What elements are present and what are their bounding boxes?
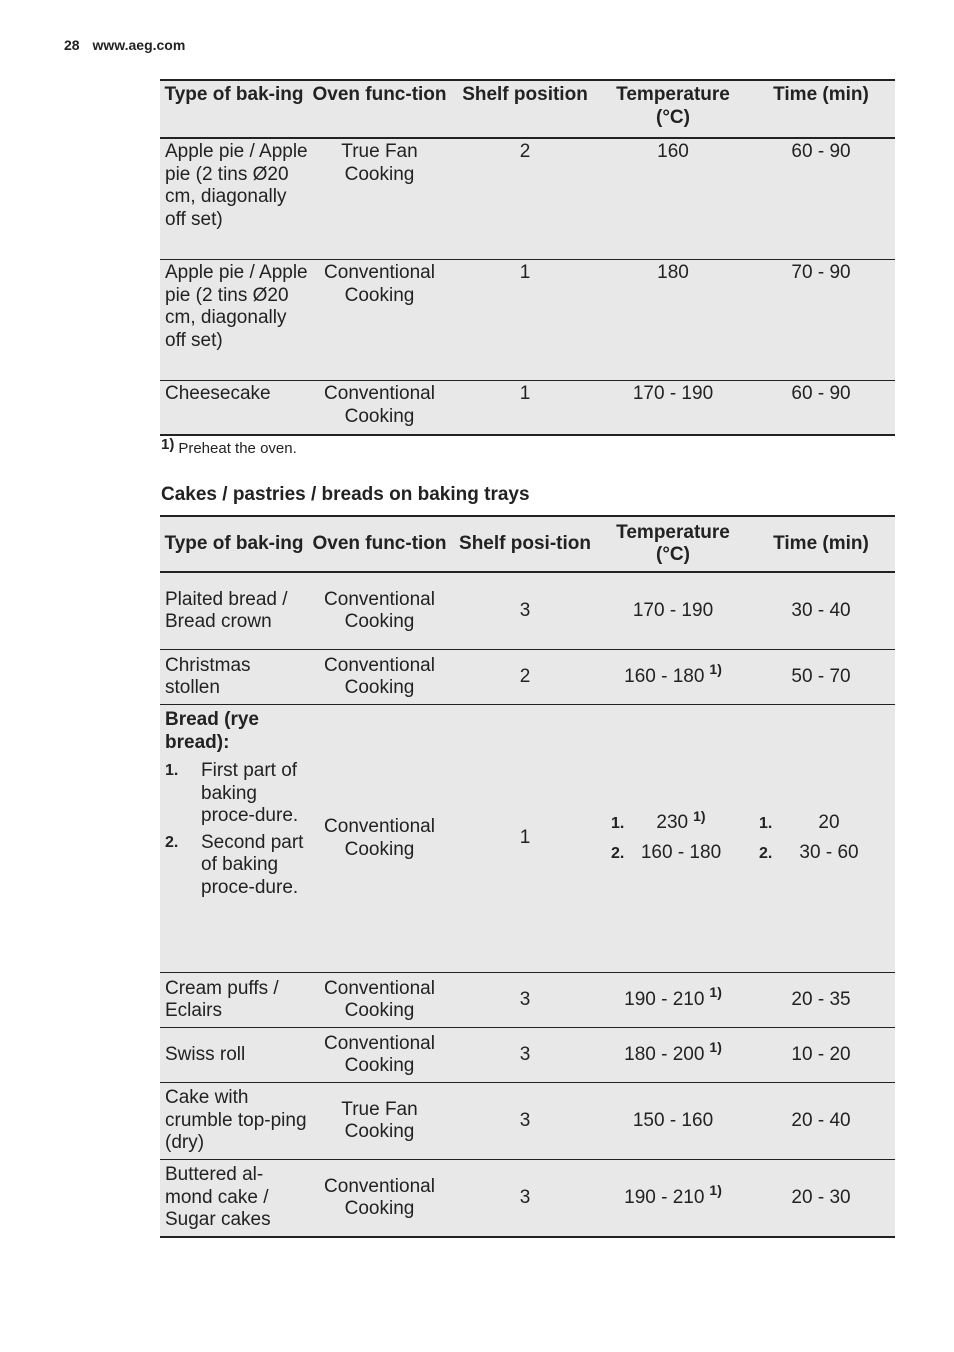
page-header	[64, 37, 185, 53]
table-row-bread	[160, 705, 895, 973]
cell-time: 20 - 30	[747, 1160, 895, 1238]
list-item	[747, 812, 895, 836]
cell-function: True Fan Cooking	[308, 1083, 451, 1160]
cell-shelf: 3	[451, 1160, 599, 1238]
cell-function: Conventional Cooking	[308, 705, 451, 973]
cell-shelf: 1	[451, 260, 599, 381]
step-number: 2.	[759, 844, 773, 862]
table-row	[160, 973, 895, 1028]
cell-temperature	[599, 650, 747, 705]
table-header-row	[160, 516, 895, 572]
step-number: 1.	[759, 815, 773, 832]
step-number: 1.	[611, 815, 625, 832]
cell-time: 70 - 90	[747, 260, 895, 381]
baking-table-1	[160, 79, 895, 436]
cell-time: 60 - 90	[747, 381, 895, 436]
cell-type	[160, 705, 308, 973]
cell-time	[747, 705, 895, 973]
footnote-ref: 1)	[693, 807, 706, 824]
time-steps	[747, 812, 895, 865]
cell-time: 30 - 40	[747, 572, 895, 650]
cell-temperature	[599, 1083, 747, 1160]
cell-shelf: 3	[451, 973, 599, 1028]
list-item	[599, 807, 747, 836]
cell-temperature	[599, 705, 747, 973]
bread-title: Bread (rye bread):	[165, 709, 259, 753]
col-header-type: Type of bak-ing	[160, 80, 308, 138]
temperature-value: 190 - 210	[624, 988, 705, 1010]
step-text: First part of baking proce-dure.	[201, 760, 299, 826]
footnote-ref: 1)	[709, 1039, 722, 1056]
col-header-temperature: Temperature (°C)	[599, 516, 747, 572]
cell-temperature	[599, 572, 747, 650]
cell-function: True Fan Cooking	[308, 138, 451, 260]
col-header-temperature: Temperature (°C)	[599, 80, 747, 138]
temperature-value: 230	[656, 812, 689, 833]
cell-time: 10 - 20	[747, 1028, 895, 1083]
table-row	[160, 1083, 895, 1160]
cell-temperature	[599, 973, 747, 1028]
col-header-shelf: Shelf posi-tion	[451, 516, 599, 572]
cell-function: Conventional Cooking	[308, 381, 451, 436]
table-header-row	[160, 80, 895, 138]
cell-type: Swiss roll	[160, 1028, 308, 1083]
col-header-type: Type of bak-ing	[160, 516, 308, 572]
temperature-value: 180 - 200	[624, 1043, 705, 1065]
col-header-shelf: Shelf position	[451, 80, 599, 138]
cell-function: Conventional Cooking	[308, 1028, 451, 1083]
table-row	[160, 650, 895, 705]
temperature-value: 190 - 210	[624, 1186, 705, 1208]
cell-shelf: 1	[451, 705, 599, 973]
section-title: Cakes / pastries / breads on baking trays	[161, 484, 530, 505]
table-row	[160, 138, 895, 260]
cell-time: 60 - 90	[747, 138, 895, 260]
cell-function: Conventional Cooking	[308, 260, 451, 381]
temperature-value: 170 - 190	[632, 599, 714, 621]
cell-type: Apple pie / Apple pie (2 tins Ø20 cm, diagonally off set)	[160, 260, 308, 381]
col-header-time: Time (min)	[747, 80, 895, 138]
bread-steps	[165, 760, 308, 899]
cell-shelf: 2	[451, 138, 599, 260]
step-text: Second part of baking proce-dure.	[201, 831, 304, 898]
temperature-value: 160 - 180	[640, 841, 722, 863]
cell-type: Christmas stollen	[160, 650, 308, 705]
table-row	[160, 381, 895, 436]
cell-type: Apple pie / Apple pie (2 tins Ø20 cm, diagonally off set)	[160, 138, 308, 260]
baking-table-2	[160, 515, 895, 1238]
step-number: 2.	[611, 844, 625, 862]
cell-type: Buttered al-mond cake / Sugar cakes	[160, 1160, 308, 1238]
cell-type: Cheesecake	[160, 381, 308, 436]
temperature-value: 150 - 160	[632, 1109, 714, 1131]
cell-time: 20 - 40	[747, 1083, 895, 1160]
table-row	[160, 260, 895, 381]
table-row	[160, 1160, 895, 1238]
footnote-text: Preheat the oven.	[178, 440, 297, 457]
cell-function: Conventional Cooking	[308, 973, 451, 1028]
col-header-time: Time (min)	[747, 516, 895, 572]
cell-function: Conventional Cooking	[308, 1160, 451, 1238]
cell-function: Conventional Cooking	[308, 572, 451, 650]
step-number: 2.	[165, 833, 179, 851]
cell-time: 50 - 70	[747, 650, 895, 705]
cell-temperature	[599, 1160, 747, 1238]
footnote	[161, 436, 297, 457]
cell-temperature: 180	[599, 260, 747, 381]
table-row	[160, 1028, 895, 1083]
cell-shelf: 3	[451, 1083, 599, 1160]
col-header-function: Oven func-tion	[308, 516, 451, 572]
list-item	[747, 842, 895, 866]
list-item	[165, 760, 308, 828]
temperature-steps	[599, 807, 747, 865]
footnote-marker: 1)	[161, 436, 175, 453]
table-row	[160, 572, 895, 650]
cell-shelf: 3	[451, 572, 599, 650]
time-value: 20	[818, 812, 840, 833]
list-item	[599, 842, 747, 866]
cell-function: Conventional Cooking	[308, 650, 451, 705]
cell-shelf: 1	[451, 381, 599, 436]
cell-type: Plaited bread / Bread crown	[160, 572, 308, 650]
cell-temperature: 160	[599, 138, 747, 260]
footnote-ref: 1)	[709, 1182, 722, 1199]
time-value: 30 - 60	[799, 841, 859, 863]
cell-type: Cream puffs / Eclairs	[160, 973, 308, 1028]
cell-time: 20 - 35	[747, 973, 895, 1028]
footnote-ref: 1)	[709, 984, 722, 1001]
page-number: 28	[64, 37, 80, 53]
cell-shelf: 2	[451, 650, 599, 705]
cell-temperature: 170 - 190	[599, 381, 747, 436]
col-header-function: Oven func-tion	[308, 80, 451, 138]
temperature-value: 160 - 180	[624, 665, 705, 687]
cell-type: Cake with crumble top-ping (dry)	[160, 1083, 308, 1160]
cell-shelf: 3	[451, 1028, 599, 1083]
cell-temperature	[599, 1028, 747, 1083]
footnote-ref: 1)	[709, 661, 722, 678]
list-item	[165, 832, 308, 900]
step-number: 1.	[165, 762, 179, 779]
site-url[interactable]: www.aeg.com	[92, 37, 186, 53]
